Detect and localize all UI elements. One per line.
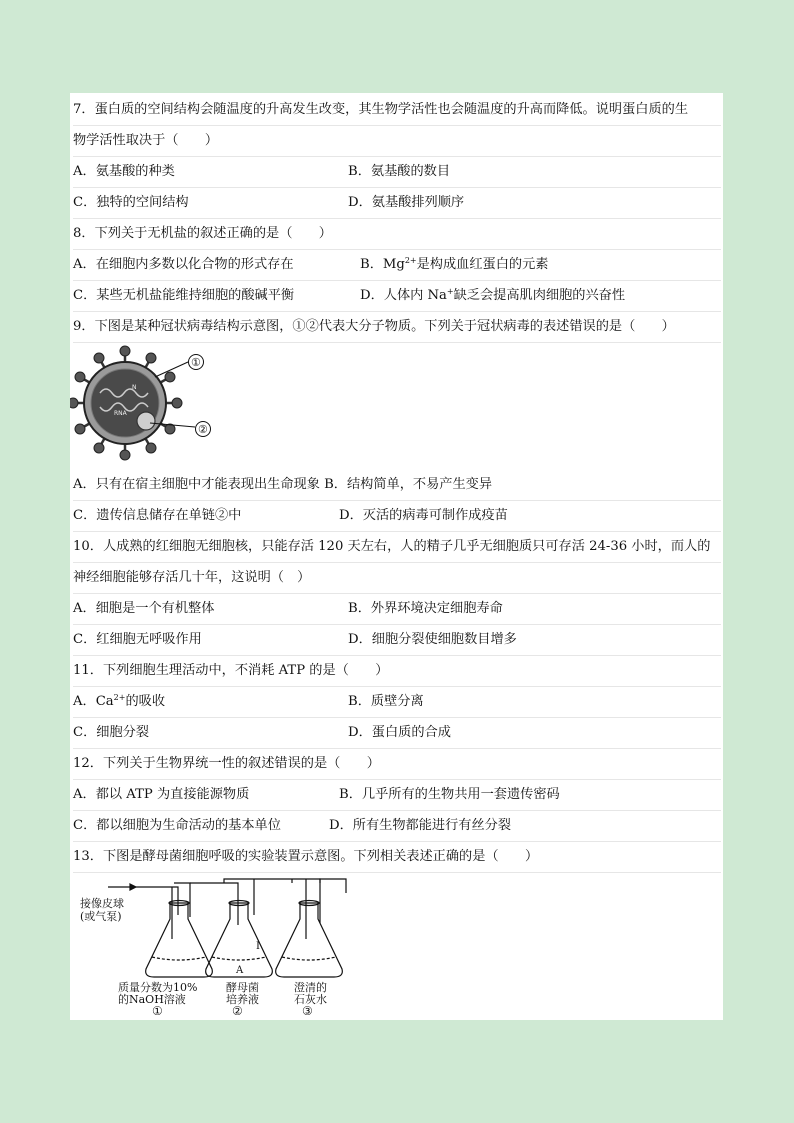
flask1-label-line2: 的NaOH溶液: [118, 993, 186, 1006]
flask2-label-line2: 培养液: [226, 993, 259, 1006]
q10-options-ab: [73, 594, 721, 625]
q12-option-b[interactable]: B．几乎所有的生物共用一套遗传密码: [339, 787, 560, 802]
q11-option-a[interactable]: A．$Ca^{2+}$的吸收: [73, 693, 166, 709]
q9-option-c[interactable]: C．遗传信息储存在单链②中: [73, 508, 242, 523]
q8-option-a[interactable]: A．在细胞内多数以化合物的形式存在: [73, 257, 294, 272]
flask3-number: ③: [302, 1004, 313, 1015]
q9-options-cd: [73, 501, 721, 532]
q8-option-b[interactable]: B．$Mg^{2+}$是构成血红蛋白的元素: [360, 256, 549, 272]
q7-option-b[interactable]: B．氨基酸的数目: [348, 164, 451, 179]
q12-options-ab: [73, 780, 721, 811]
q11-stem: 11．下列细胞生理活动中，不消耗 ATP 的是（ ）: [73, 656, 721, 687]
fig-label-rna: RNA: [114, 410, 127, 417]
q12-option-d[interactable]: D．所有生物都能进行有丝分裂: [329, 818, 512, 833]
q11-option-d[interactable]: D．蛋白质的合成: [348, 725, 451, 740]
q8-stem: 8．下列关于无机盐的叙述正确的是（ ）: [73, 219, 721, 250]
fig-marker-2: ②: [198, 423, 208, 436]
q10-option-b[interactable]: B．外界环境决定细胞寿命: [348, 601, 503, 616]
exam-page: [70, 93, 723, 1020]
q9-options-ab: [73, 470, 721, 501]
q7-option-d[interactable]: D．氨基酸排列顺序: [348, 195, 465, 210]
q13-stem: 13．下图是酵母菌细胞呼吸的实验装置示意图。下列相关表述正确的是（ ）: [73, 842, 721, 873]
flask2-label-line1: 酵母菌: [226, 981, 259, 994]
pump-label-line2: (或气泵): [80, 910, 122, 923]
yeast-respiration-apparatus: [78, 877, 368, 1015]
q7-stem-line2: 物学活性取决于（ ）: [73, 126, 721, 157]
q8-option-c[interactable]: C．某些无机盐能维持细胞的酸碱平衡: [73, 288, 295, 303]
q11-option-b[interactable]: B．质壁分离: [348, 694, 424, 709]
q11-options-cd: [73, 718, 721, 749]
q8-options-cd: [73, 281, 721, 312]
q8-option-d[interactable]: D．人体内 Na+缺乏会提高肌肉细胞的兴奋性: [360, 287, 626, 303]
q9-option-d[interactable]: D．灭活的病毒可制作成疫苗: [339, 508, 508, 523]
pump-label-line1: 接像皮球: [80, 897, 124, 910]
q7-stem-line1: 7．蛋白质的空间结构会随温度的升高发生改变，其生物学活性也会随温度的升高而降低。说明蛋白质的生: [73, 95, 721, 126]
fig-marker-1: ①: [191, 356, 201, 369]
flask3-label-line1: 澄清的: [294, 981, 327, 994]
q7-option-c[interactable]: C．独特的空间结构: [73, 195, 189, 210]
q7-options-ab: [73, 157, 721, 188]
q11-option-c[interactable]: C．细胞分裂: [73, 725, 150, 740]
q10-option-d[interactable]: D．细胞分裂使细胞数目增多: [348, 632, 517, 647]
marker-a: A: [236, 965, 244, 976]
q10-option-c[interactable]: C．红细胞无呼吸作用: [73, 632, 202, 647]
q10-stem-line2: 神经细胞能够存活几十年，这说明（ ）: [73, 563, 721, 594]
q10-options-cd: [73, 625, 721, 656]
q8-options-ab: [73, 250, 721, 281]
q12-option-a[interactable]: A．都以 ATP 为直接能源物质: [73, 787, 250, 802]
q12-stem: 12．下列关于生物界统一性的叙述错误的是（ ）: [73, 749, 721, 780]
q7-options-cd: [73, 188, 721, 219]
q7-option-a[interactable]: A．氨基酸的种类: [73, 164, 175, 179]
fig-label-n: N: [132, 384, 137, 391]
flask3-label-line2: 石灰水: [294, 993, 327, 1006]
q11-options-ab: [73, 687, 721, 718]
q9-stem: 9．下图是某种冠状病毒结构示意图，①②代表大分子物质。下列关于冠状病毒的表述错误的是（ ）: [73, 312, 721, 343]
q10-stem-line1: 10．人成熟的红细胞无细胞核，只能存活 120 天左右，人的精子几乎无细胞质只可存活 24-36 小时，而人的: [73, 532, 721, 563]
q10-option-a[interactable]: A．细胞是一个有机整体: [73, 601, 215, 616]
flask1-label-line1: 质量分数为10%: [118, 981, 198, 994]
marker-i: I: [256, 941, 260, 952]
q12-option-c[interactable]: C．都以细胞为生命活动的基本单位: [73, 818, 281, 833]
flask1-number: ①: [152, 1004, 163, 1015]
q9-option-ab[interactable]: A．只有在宿主细胞中才能表现出生命现象 B．结构简单，不易产生变异: [73, 477, 493, 492]
q12-options-cd: [73, 811, 721, 842]
coronavirus-figure: [70, 345, 220, 463]
flask2-number: ②: [232, 1004, 243, 1015]
